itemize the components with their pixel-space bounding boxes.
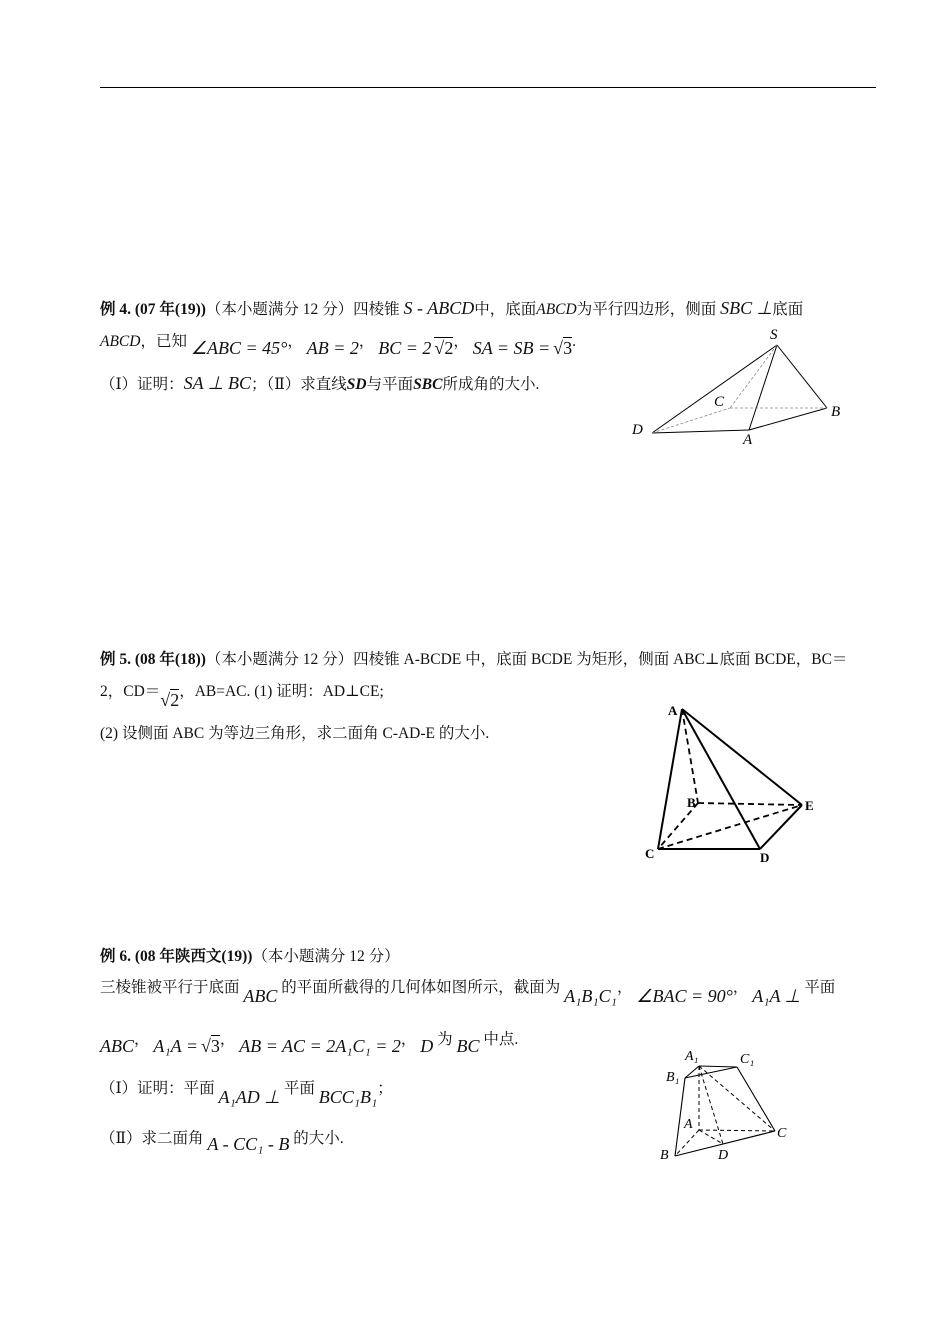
ex5-line2 — [100, 680, 384, 710]
ex6-q1-a: A₁AD ⊥ — [218, 1087, 280, 1107]
ex6-intro: （本小题满分 12 分） — [252, 948, 400, 965]
ex4-q1-prefix: （Ⅰ）证明： — [100, 376, 184, 393]
label-a: A — [684, 1117, 693, 1132]
ex6-l3-mid: 中点. — [483, 1031, 519, 1048]
ex5-root: √2 — [160, 690, 180, 710]
ex6-q1-mid: 平面 — [283, 1080, 315, 1097]
label-b: B — [687, 795, 696, 810]
ex4-mid: 中，底面 — [474, 301, 537, 318]
ex4-line1 — [100, 298, 803, 320]
ex6-l3-d: D — [420, 1036, 434, 1056]
ex6-label: 例 6. (08 年陕西文(19)) — [100, 948, 253, 965]
edge-a1c — [699, 1066, 775, 1131]
ex4-q2-mid: 与平面 — [366, 376, 414, 393]
ex4-bc — [378, 338, 453, 358]
label-a1: A₁ — [685, 1049, 699, 1064]
label-c: C — [645, 846, 655, 861]
label-e: E — [805, 798, 814, 813]
ex4-sasb-text: SA = SB = — [472, 338, 551, 358]
ex4-base-word: 底面 — [772, 301, 804, 318]
ex6-l2-ang: ∠BAC = 90° — [636, 986, 733, 1006]
label-s: S — [770, 327, 778, 343]
ex4-bc-root-val: 2 — [444, 338, 454, 358]
ex6-l3-abc: ABC — [100, 1036, 134, 1056]
ex4-ab: AB = 2 — [306, 338, 359, 358]
ex6-q2-end: 的大小. — [293, 1130, 344, 1147]
ex4-q1: SA ⊥ BC — [183, 373, 251, 393]
edge-dc — [652, 408, 730, 433]
header-rule — [100, 87, 876, 88]
edge-ab — [749, 408, 827, 430]
label-a: A — [743, 432, 753, 448]
edge-a1d — [699, 1066, 723, 1144]
ex6-line2: 三棱锥被平行于底面 ABC 的平面所截得的几何体如图所示，截面为 A₁B₁C₁， ∠BAC = 90°， A₁A ⊥ 平面 — [100, 979, 836, 1006]
edge-ab — [675, 1130, 699, 1156]
ex6-q2-angle: A - CC₁ - B — [207, 1134, 290, 1154]
edge-ac — [699, 1130, 775, 1131]
label-a: A — [668, 703, 678, 718]
ex4-bc-text: BC = 2 — [378, 338, 432, 358]
ex6-l3-aa — [153, 1036, 219, 1056]
label-b: B — [831, 404, 841, 420]
ex5-root-val: 2 — [170, 690, 180, 710]
edge-ac — [658, 709, 682, 849]
ex4-intro: （本小题满分 12 分）四棱锥 — [205, 301, 400, 318]
ex4-line2: ABCD，已知 ∠ABC = 45°， AB = 2， BC = 2 √2， SA = SB = √3. — [100, 333, 576, 358]
label-d: D — [760, 850, 770, 865]
label-c: C — [777, 1126, 787, 1141]
ex4-q2-sbc: SBC — [413, 376, 443, 393]
ex6-l2-plane: 平面 — [804, 979, 836, 996]
edge-da — [652, 430, 749, 433]
ex5-line1-text: （本小题满分 12 分）四棱锥 A-BCDE 中，底面 BCDE 为矩形，侧面 ABC⊥底面 BCDE，BC＝ — [205, 651, 848, 668]
ex4-q2-prefix: ；（Ⅱ）求直线 — [250, 376, 347, 393]
label-c1: C₁ — [740, 1052, 755, 1067]
ex5-pyramid-figure — [640, 695, 830, 870]
ex5-line3 — [100, 724, 489, 744]
edge-ae — [682, 709, 802, 805]
label-b1: B₁ — [666, 1070, 680, 1085]
ex4-para: 为平行四边形，侧面 — [576, 301, 717, 318]
ex4-q2-end: 所成角的大小. — [442, 376, 540, 393]
ex6-q2 — [100, 1127, 344, 1154]
ex5-label: 例 5. (08 年(18)) — [100, 651, 206, 668]
edge-ad — [699, 1130, 723, 1144]
edge-de — [760, 805, 802, 849]
ex4-given: ，已知 — [140, 333, 187, 350]
ex6-q1-pre: （Ⅰ）证明：平面 — [100, 1080, 215, 1097]
ex6-l3-eq: AB = AC = 2A₁C₁ = 2 — [239, 1036, 401, 1056]
edge-a1c1 — [699, 1066, 737, 1067]
edge-be — [698, 803, 802, 805]
ex6-l2-sec: A₁B₁C₁ — [564, 986, 617, 1006]
ex4-bc-root: √2 — [434, 338, 454, 358]
ex4-face: SBC ⊥ — [720, 298, 773, 318]
ex6-l3-aa-text: A₁A = — [153, 1036, 198, 1056]
ex6-l2-a: 三棱锥被平行于底面 — [100, 979, 240, 996]
edge-sc — [730, 345, 777, 408]
label-d: D — [632, 422, 643, 438]
ex6-line1 — [100, 947, 400, 967]
edge-sb — [777, 345, 827, 408]
edge-c1c — [737, 1067, 775, 1131]
ex5-line3-text: (2) 设侧面 ABC 为等边三角形，求二面角 C-AD-E 的大小. — [100, 725, 490, 742]
ex6-q1: （Ⅰ）证明：平面 A₁AD ⊥ 平面 BCC₁B₁； — [100, 1080, 393, 1107]
ex6-l2-b: 的平面所截得的几何体如图所示，截面为 — [281, 979, 561, 996]
ex4-pyramid-figure — [625, 320, 855, 450]
ex6-l3-root: √3 — [200, 1036, 220, 1056]
ex4-sasb-root-val: 3 — [563, 338, 573, 358]
ex6-line3: ABC， A₁A = √3， AB = AC = 2A₁C₁ = 2， D 为 BC 中点. — [100, 1031, 519, 1056]
edge-sd — [652, 345, 777, 433]
ex6-l2-aa: A₁A ⊥ — [752, 986, 801, 1006]
ex4-line3 — [100, 373, 539, 395]
ex4-sasb-root: √3 — [553, 338, 573, 358]
ex6-l3-root-val: 3 — [210, 1036, 220, 1056]
ex4-angle: ∠ABC = 45° — [190, 338, 288, 358]
ex6-l3-bc: BC — [456, 1036, 480, 1056]
ex5-line2-post: ，AB=AC. (1) 证明：AD⊥CE; — [179, 683, 384, 700]
ex4-q2-sd: SD — [346, 376, 367, 393]
ex5-line1 — [100, 650, 847, 670]
ex4-base2: ABCD — [100, 333, 141, 350]
label-b: B — [660, 1148, 669, 1163]
edge-sa — [749, 345, 777, 430]
ex6-q2-pre: （Ⅱ）求二面角 — [100, 1130, 204, 1147]
ex6-frustum-figure — [655, 1043, 795, 1168]
ex4-pyramid: S - ABCD — [403, 298, 475, 318]
ex6-q1-b: BCC₁B₁ — [318, 1087, 378, 1107]
ex4-sasb — [473, 338, 572, 358]
ex6-l3-wei: 为 — [437, 1031, 453, 1048]
ex5-line2-pre: 2，CD＝ — [100, 683, 161, 700]
label-c: C — [714, 394, 725, 410]
ex6-l2-abc: ABC — [243, 986, 278, 1006]
label-d: D — [718, 1148, 729, 1163]
ex4-label: 例 4. (07 年(19)) — [100, 301, 206, 318]
ex4-base1: ABCD — [536, 301, 577, 318]
